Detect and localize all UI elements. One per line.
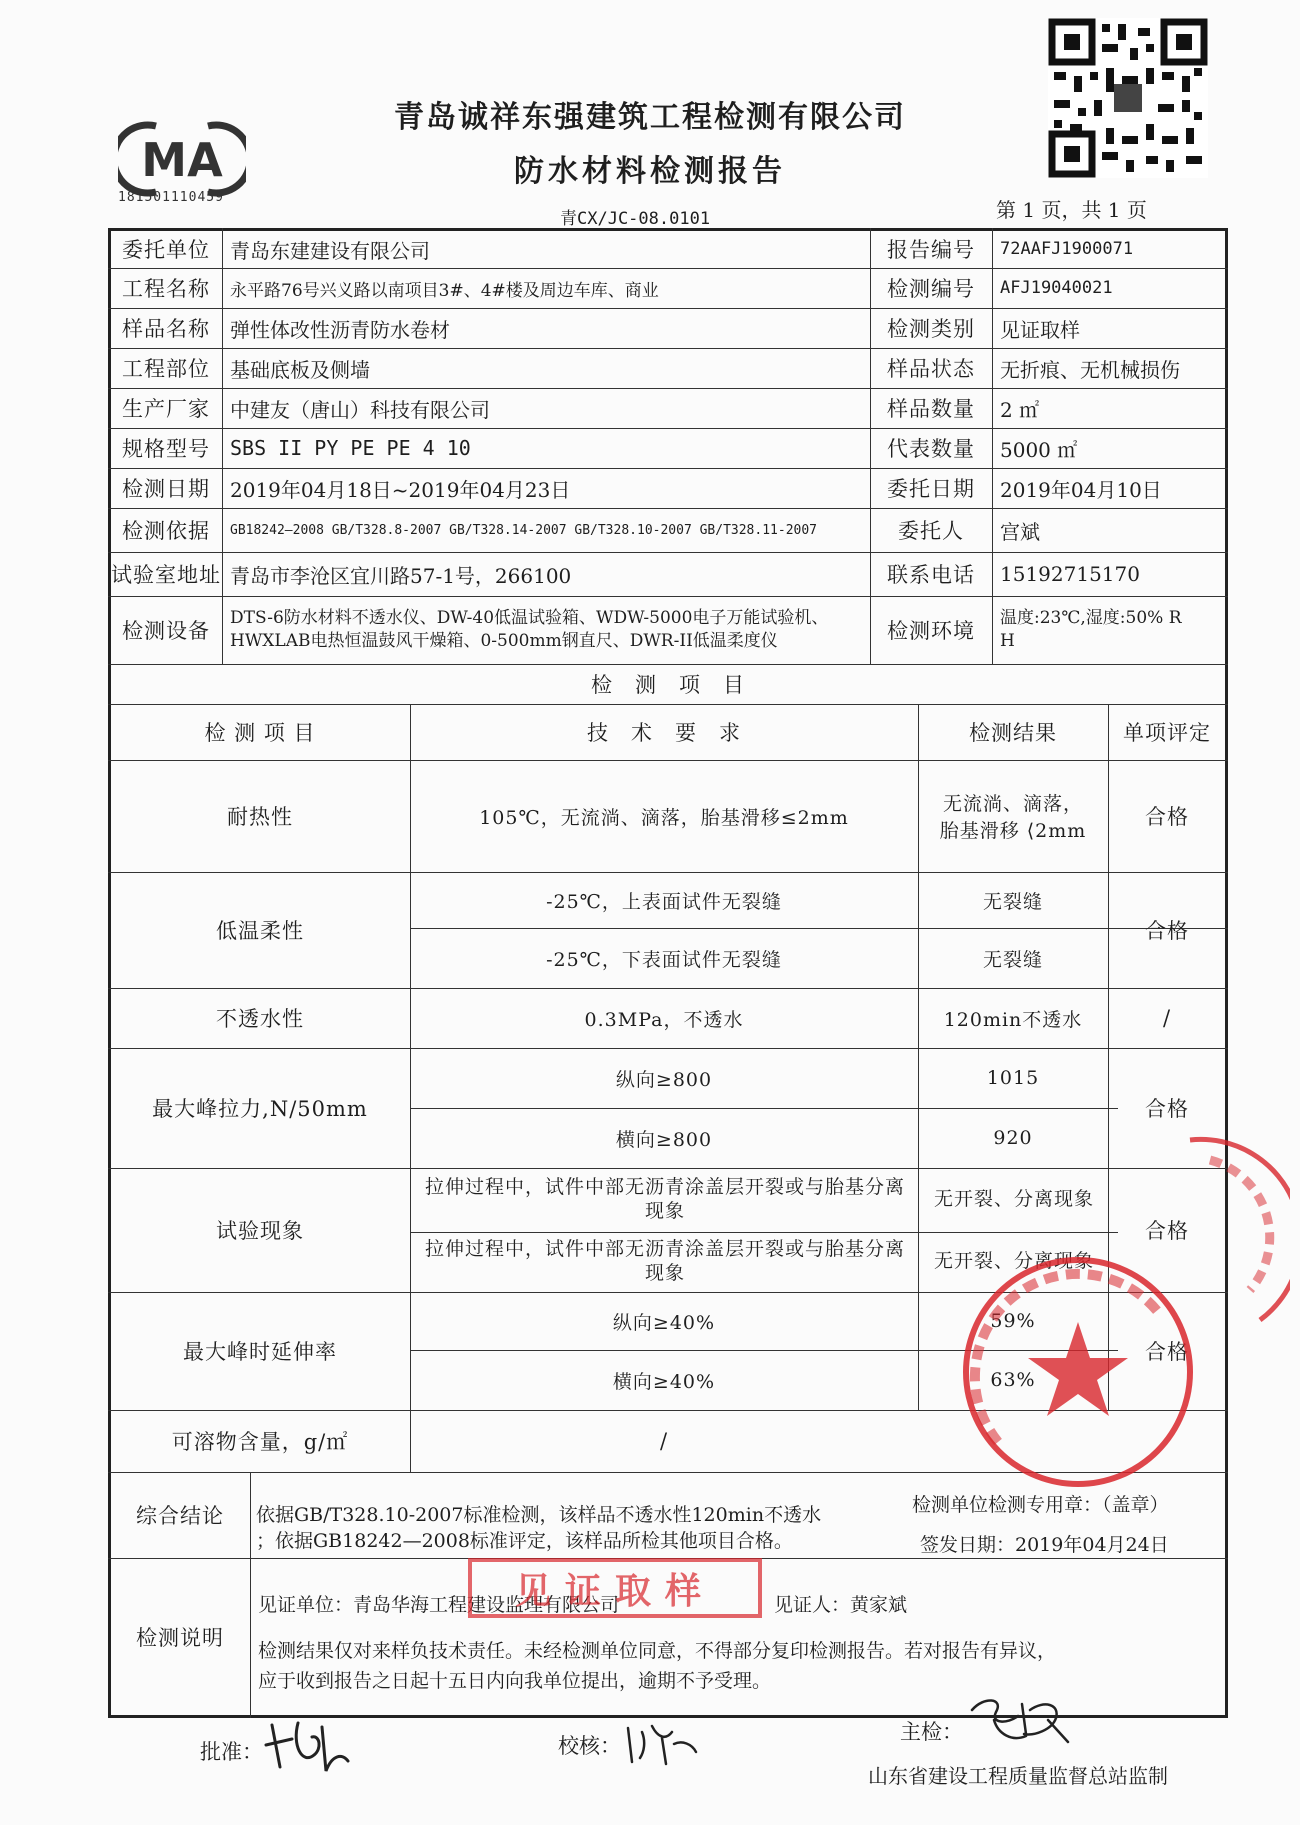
sample-qty-label: 样品数量 xyxy=(887,397,975,421)
test-type-value: 见证取样 xyxy=(1000,317,1080,342)
basis-value: GB18242—2008 GB/T328.8-2007 GB/T328.14-2007 GB/T328.10-2007 GB/T328.11-2007 xyxy=(230,522,817,538)
conclusion-line-1: 依据GB/T328.10-2007标准检测，该样品不透水性120min不透水 xyxy=(256,1504,822,1527)
project-value: 永平路76号兴义路以南项目3#、4#楼及周边车库、商业 xyxy=(230,280,659,301)
equip-line-2: HWXLAB电热恒温鼓风干燥箱、0-500mm钢直尺、DWR-II低温柔度仪 xyxy=(230,631,778,651)
col-item-header: 检 测 项 目 xyxy=(204,721,316,745)
reviewer-signature xyxy=(622,1718,702,1768)
env-value xyxy=(992,596,1226,664)
review-label: 校核： xyxy=(558,1734,621,1758)
client-label: 委托单位 xyxy=(122,238,210,262)
commission-date-value: 2019年04月10日 xyxy=(1000,477,1162,502)
heat-item: 耐热性 xyxy=(227,805,293,829)
witness-unit: 见证单位：青岛华海工程建设监理有限公司 xyxy=(258,1594,620,1616)
spec-label: 规格型号 xyxy=(122,437,210,461)
test-date-value: 2019年04月18日~2019年04月23日 xyxy=(230,477,571,502)
phen-result-2: 无开裂、分离现象 xyxy=(933,1250,1094,1273)
issue-date: 签发日期：2019年04月24日 xyxy=(920,1534,1169,1556)
report-no-label: 报告编号 xyxy=(887,238,975,262)
test-no-value: AFJ19040021 xyxy=(1000,278,1113,298)
tensile-req-2: 横向≥800 xyxy=(615,1128,713,1151)
svg-text:MA: MA xyxy=(141,133,223,187)
elong-result-1: 59% xyxy=(990,1310,1036,1332)
heat-result-2: 胎基滑移 ⟨2mm xyxy=(939,820,1087,842)
lab-addr-value: 青岛市李沧区宜川路57-1号，266100 xyxy=(230,563,572,588)
soluble-item: 可溶物含量，g/㎡ xyxy=(171,1430,349,1454)
sample-label: 样品名称 xyxy=(122,317,210,341)
cold-eval: 合格 xyxy=(1145,919,1189,943)
conclusion-line-2: ；依据GB18242—2008标准评定，该样品所检其他项目合格。 xyxy=(256,1530,793,1552)
elong-req-1: 纵向≥40% xyxy=(612,1311,716,1334)
report-title: 防水材料检测报告 xyxy=(514,154,786,189)
phen-req-1: 拉伸过程中，试件中部无沥青涂盖层开裂或与胎基分离现象 xyxy=(424,1176,905,1222)
sample-state-value: 无折痕、无机械损伤 xyxy=(1000,357,1180,382)
heat-eval: 合格 xyxy=(1145,805,1189,829)
phone-label: 联系电话 xyxy=(887,563,975,587)
heat-req: 105℃，无流淌、滴落，胎基滑移≤2mm xyxy=(479,806,849,829)
witness-stamp-text: 见证取样 xyxy=(514,1569,715,1612)
water-result: 120min不透水 xyxy=(943,1008,1083,1031)
person-label: 委托人 xyxy=(898,519,964,543)
chief-signature xyxy=(964,1690,1074,1750)
cma-number: 181501110459 xyxy=(118,190,224,205)
water-eval: / xyxy=(1162,1006,1172,1030)
commission-date-label: 委托日期 xyxy=(887,477,975,501)
tensile-req-1: 纵向≥800 xyxy=(615,1068,713,1091)
equip-value xyxy=(222,596,870,664)
phen-result-1: 无开裂、分离现象 xyxy=(933,1188,1094,1211)
heat-result-1: 无流淌、滴落， xyxy=(942,793,1083,815)
test-no-label: 检测编号 xyxy=(887,277,975,301)
phen-req-2: 拉伸过程中，试件中部无沥青涂盖层开裂或与胎基分离现象 xyxy=(424,1238,905,1284)
tensile-result-2: 920 xyxy=(993,1127,1033,1149)
cold-result-1: 无裂缝 xyxy=(982,890,1043,913)
sample-value: 弹性体改性沥青防水卷材 xyxy=(230,317,450,342)
approve-label: 批准： xyxy=(200,1740,263,1764)
elong-eval: 合格 xyxy=(1145,1340,1189,1364)
section-title: 检 测 项 目 xyxy=(591,673,745,697)
form-code: 青CX/JC-08.0101 xyxy=(560,209,711,229)
tensile-item: 最大峰拉力,N/50mm xyxy=(152,1097,368,1121)
chief-label: 主检： xyxy=(900,1720,963,1744)
remarks-label: 检测说明 xyxy=(136,1626,224,1650)
water-req: 0.3MPa，不透水 xyxy=(584,1008,744,1031)
cold-item: 低温柔性 xyxy=(216,919,304,943)
elong-item: 最大峰时延伸率 xyxy=(183,1340,337,1364)
report-no-value: 72AAFJ1900071 xyxy=(1000,239,1134,259)
sample-state-label: 样品状态 xyxy=(887,357,975,381)
phone-value: 15192715170 xyxy=(1000,562,1140,586)
conclusion-text xyxy=(256,1500,896,1558)
lab-addr-label: 试验室地址 xyxy=(111,563,221,587)
env-label: 检测环境 xyxy=(887,619,975,643)
conclusion-label: 综合结论 xyxy=(136,1504,224,1528)
env-line-2: H xyxy=(1000,631,1015,651)
phen-eval: 合格 xyxy=(1145,1219,1189,1243)
rep-qty-label: 代表数量 xyxy=(887,437,975,461)
company-name: 青岛诚祥东强建筑工程检测有限公司 xyxy=(394,100,906,135)
maker-value: 中建友（唐山）科技有限公司 xyxy=(230,397,490,422)
rep-qty-value: 5000 ㎡ xyxy=(1000,437,1078,462)
client-value: 青岛东建建设有限公司 xyxy=(230,238,430,263)
part-label: 工程部位 xyxy=(122,357,210,381)
remarks-text-1: 检测结果仅对来样负技术责任。未经检测单位同意，不得部分复印检测报告。若对报告有异议， xyxy=(258,1640,1057,1662)
remarks-text-2: 应于收到报告之日起十五日内向我单位提出，逾期不予受理。 xyxy=(258,1670,772,1692)
tensile-eval: 合格 xyxy=(1145,1097,1189,1121)
official-seal xyxy=(958,1252,1198,1492)
witness-sample-stamp xyxy=(468,1558,762,1618)
env-line-1: 温度:23℃,湿度:50% R xyxy=(1000,608,1182,629)
phen-item: 试验现象 xyxy=(216,1219,304,1243)
soluble-req: / xyxy=(659,1429,669,1453)
water-item: 不透水性 xyxy=(216,1007,304,1031)
witness-person: 见证人：黄家斌 xyxy=(774,1594,908,1616)
col-eval-header: 单项评定 xyxy=(1123,721,1211,745)
heat-result xyxy=(918,760,1108,872)
col-result-header: 检测结果 xyxy=(969,721,1057,745)
approver-signature xyxy=(262,1715,352,1775)
part-value: 基础底板及侧墙 xyxy=(230,357,370,382)
person-value: 宫斌 xyxy=(1000,519,1040,544)
sample-qty-value: 2 ㎡ xyxy=(1000,397,1040,422)
maker-label: 生产厂家 xyxy=(122,397,210,421)
cold-req-2: -25℃，下表面试件无裂缝 xyxy=(546,948,782,971)
cold-result-2: 无裂缝 xyxy=(982,948,1043,971)
partial-seal-edge xyxy=(1180,1130,1290,1330)
project-label: 工程名称 xyxy=(122,277,210,301)
equip-label: 检测设备 xyxy=(122,619,210,643)
elong-result-2: 63% xyxy=(990,1369,1036,1391)
elong-req-2: 横向≥40% xyxy=(612,1370,716,1393)
col-req-header: 技 术 要 求 xyxy=(587,721,741,745)
supervise-text: 山东省建设工程质量监督总站监制 xyxy=(868,1764,1168,1788)
test-date-label: 检测日期 xyxy=(122,477,210,501)
page-info: 第 1 页，共 1 页 xyxy=(996,198,1147,222)
equip-line-1: DTS-6防水材料不透水仪、DW-40低温试验箱、WDW-5000电子万能试验机、 xyxy=(230,608,829,629)
test-type-label: 检测类别 xyxy=(887,317,975,341)
tensile-result-1: 1015 xyxy=(986,1067,1040,1089)
cold-req-1: -25℃，上表面试件无裂缝 xyxy=(546,890,782,913)
seal-label: 检测单位检测专用章：（盖章） xyxy=(912,1494,1169,1516)
spec-value: SBS II PY PE PE 4 10 xyxy=(230,436,471,460)
basis-label: 检测依据 xyxy=(122,519,210,543)
